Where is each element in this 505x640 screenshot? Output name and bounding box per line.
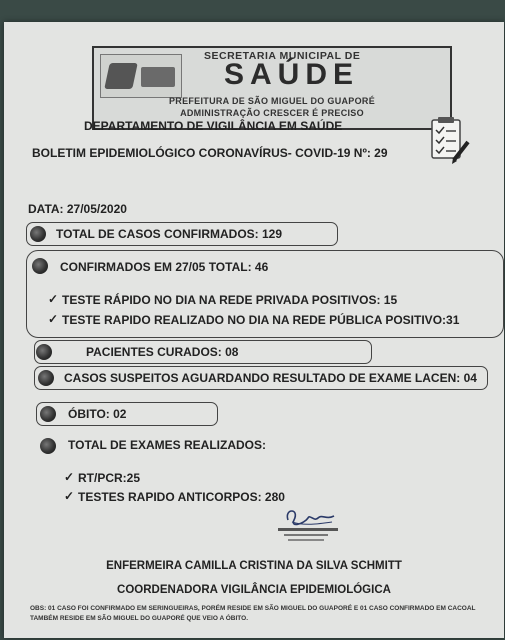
bullet-icon [30, 226, 46, 242]
teste-rede-privada: TESTE RÁPIDO NO DIA NA REDE PRIVADA POSITIVOS: 15 [62, 293, 398, 307]
check-icon: ✓ [48, 312, 59, 326]
report-date: DATA: 27/05/2020 [28, 202, 127, 216]
obito: ÓBITO: 02 [68, 407, 127, 421]
header-banner [92, 46, 452, 130]
total-exames: TOTAL DE EXAMES REALIZADOS: [68, 438, 267, 452]
check-icon: ✓ [48, 292, 59, 306]
bullet-icon [38, 370, 54, 386]
observation-note: OBS: 01 CASO FOI CONFIRMADO EM SERINGUEIRAS, PORÉM RESIDE EM SÃO MIGUEL DO GUAPORÉ E 01 CASO CONFIRMADO EM CACOAL TAMBÉM RESIDE EM SÃO MIGUEL DO GUAPORÉ QUE VEIO A ÓBITO. [30, 605, 476, 622]
logo-flag-icon [141, 67, 175, 87]
checklist-icon [428, 116, 472, 166]
pacientes-curados: PACIENTES CURADOS: 08 [86, 345, 239, 359]
rt-pcr: RT/PCR:25 [78, 471, 141, 485]
check-icon: ✓ [64, 489, 75, 503]
header-saude: SAÚDE [224, 58, 360, 91]
signature-stamp [274, 506, 344, 546]
confirmados-dia: CONFIRMADOS EM 27/05 TOTAL: 46 [60, 260, 269, 274]
casos-suspeitos: CASOS SUSPEITOS AGUARDANDO RESULTADO DE EXAME LACEN: 04 [64, 371, 477, 385]
logo-mark-icon [104, 63, 138, 89]
bullet-icon [40, 438, 56, 454]
bullet-icon [40, 406, 56, 422]
department-title: DEPARTAMENTO DE VIGILÂNCIA EM SAÚDE [84, 119, 343, 133]
header-secretaria: SECRETARIA MUNICIPAL DE [204, 50, 361, 62]
testes-rapido-anticorpos: TESTES RAPIDO ANTICORPOS: 280 [78, 490, 285, 504]
municipal-logo [100, 54, 182, 98]
signatory-name: ENFERMEIRA CAMILLA CRISTINA DA SILVA SCHMITT [106, 560, 402, 572]
bullet-icon [36, 344, 52, 360]
teste-rede-publica: TESTE RAPIDO REALIZADO NO DIA NA REDE PÚBLICA POSITIVO:31 [62, 313, 460, 327]
bullet-icon [32, 258, 48, 274]
bulletin-title: BOLETIM EPIDEMIOLÓGICO CORONAVÍRUS- COVID-19 Nº: 29 [32, 146, 388, 160]
total-confirmados: TOTAL DE CASOS CONFIRMADOS: 129 [56, 227, 283, 241]
obito-box [36, 402, 218, 426]
signatory-role: COORDENADORA VIGILÂNCIA EPIDEMIOLÓGICA [117, 584, 391, 596]
header-prefeitura: PREFEITURA DE SÃO MIGUEL DO GUAPORÉ [168, 96, 376, 106]
bulletin-page [4, 22, 504, 638]
header-administracao: ADMINISTRAÇÃO CRESCER É PRECISO [180, 108, 364, 118]
check-icon: ✓ [64, 470, 75, 484]
